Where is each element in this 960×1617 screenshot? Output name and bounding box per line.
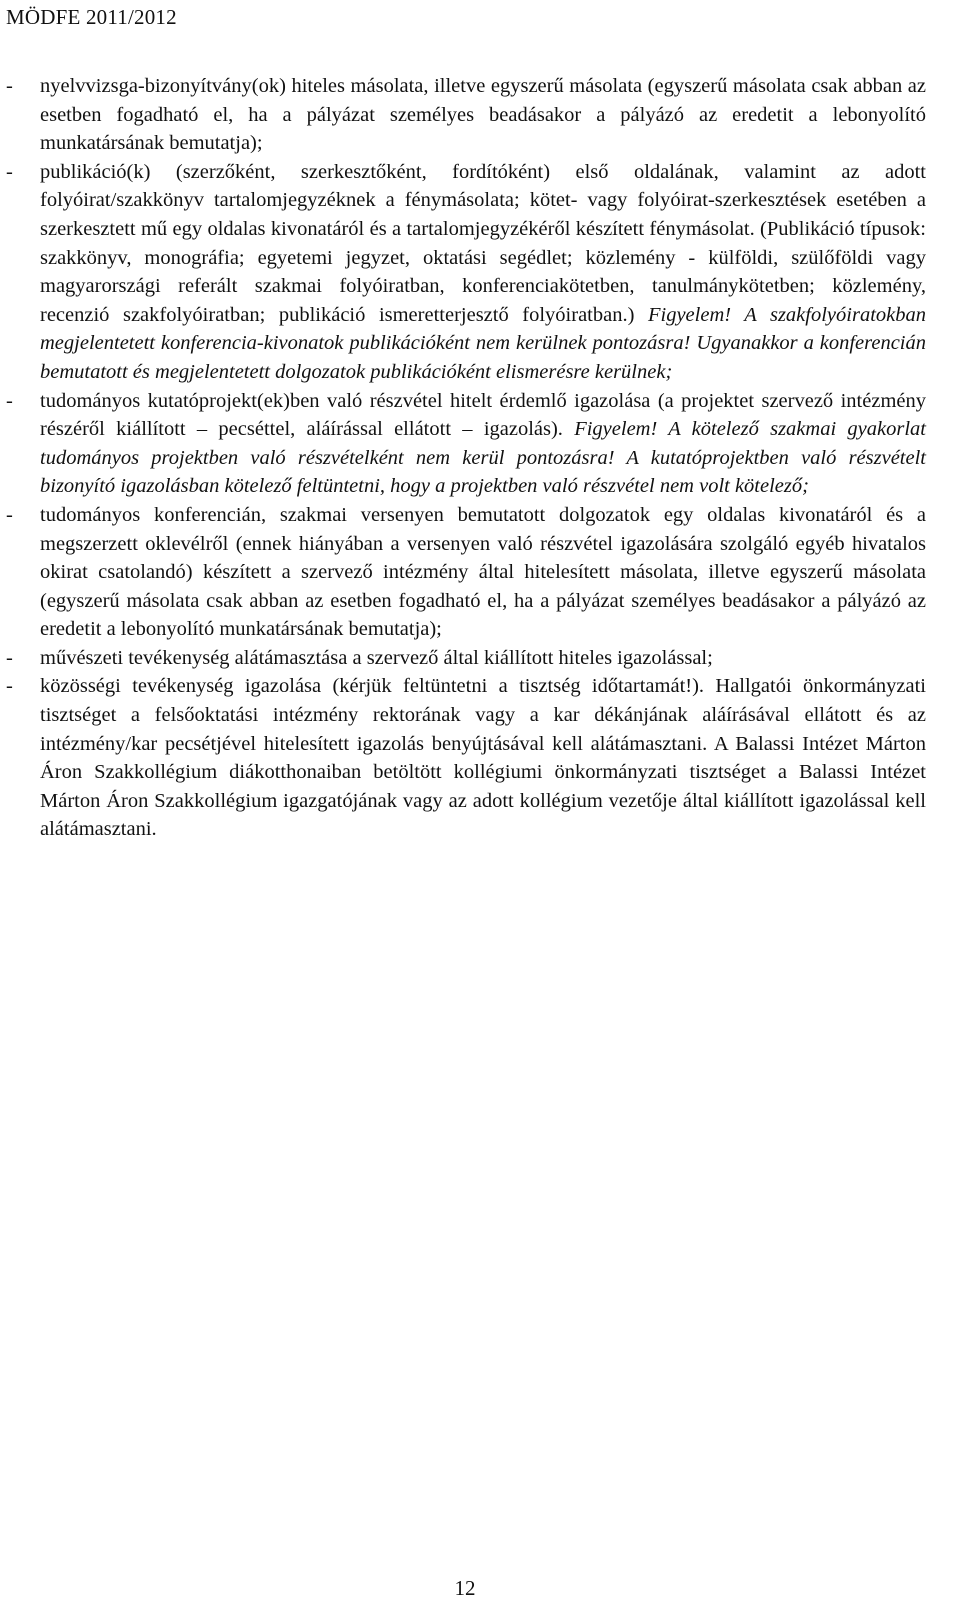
list-marker: - [6,675,13,698]
document-body [6,72,926,844]
list-item-text: művészeti tevékenység alátámasztása a szervező által kiállított hiteles igazolással; [40,646,713,669]
list-item-text: nyelvvizsga-bizonyítvány(ok) hiteles másolata, illetve egyszerű másolata (egyszerű másolata csak abban az esetben fogadható el, ha a pályázat személyes beadásakor a pályázó az eredetit a lebonyolító munkatársának bemutatja); [40,75,926,155]
list-item-text: közösségi tevékenység igazolása (kérjük feltüntetni a tisztség időtartamát!). Hallgatói önkormányzati tisztséget a felsőoktatási intézmény rektorának vagy a kar dékánjának aláírásával ellátott és az intézmény/kar pecsétjével hitelesített igazolás benyújtásával kell alátámasztani. A Balassi Intézet Márton Áron Szakkollégium diákotthonaiban betöltött kollégiumi önkormányzati tisztséget a Balassi Intézet Márton Áron Szakkollégium igazgatójának vagy az adott kollégium vezetője által kiállított igazolással kell alátámasztani. [40,675,926,841]
list-marker: - [6,75,13,97]
list-item [6,644,926,673]
list-item [6,72,926,158]
list-marker: - [6,389,13,412]
list-item-italic-note: Figyelem! A szakfolyóiratokban megjelentetett konferencia-kivonatok publikációként nem kerülnek pontozásra! Ugyanakkor a konferencián bemutatott és megjelentetett dolgozatok publikációként elismerésre kerülnek; [40,303,926,383]
list-item-text: publikáció(k) (szerzőként, szerkesztőként, fordítóként) első oldalának, valamint az adott folyóirat/szakkönyv tartalomjegyzéknek a fénymásolata; kötet- vagy folyóirat-szerkesztések esetében a szerkesztett mű egy oldalas kivonatáról és a tartalomjegyzékéről készített fénymásolat. (Publikáció típusok: szakkönyv, monográfia; egyetemi jegyzet, oktatási segédlet; közlemény - külföldi, szülőföldi vagy magyarországi referált szakmai folyóiratban, konferenciakötetben, tanulmánykötetben; közlemény, recenzió szakfolyóiratban; publikáció ismeretterjesztő folyóiratban.) [40,160,926,326]
list-item [6,158,926,387]
list-item [6,501,926,644]
list-marker: - [6,160,13,183]
list-item [6,387,926,501]
list-item-text: tudományos konferencián, szakmai versenyen bemutatott dolgozatok egy oldalas kivonatáról és a megszerzett oklevélről (ennek hiányában a versenyen való részvétel igazolására szolgáló egyéb hivatalos okirat csatolandó) készített a szervező intézmény által hitelesített másolata, illetve egyszerű másolata (egyszerű másolata csak abban az esetben fogadható el, ha a pályázat személyes beadásakor a pályázó az eredetit a lebonyolító munkatársának bemutatja); [40,503,926,641]
document-header: MÖDFE 2011/2012 [6,5,177,29]
page-number: 12 [454,1576,476,1600]
list-marker: - [6,503,13,526]
list-item-text: tudományos kutatóprojekt(ek)ben való részvétel hitelt érdemlő igazolása (a projektet szervező intézmény részéről kiállított – pecséttel, aláírással ellátott – igazolás). [40,389,926,441]
list-item-italic-note: Figyelem! A kötelező szakmai gyakorlat tudományos projektben való részvételként nem kerül pontozásra! A kutatóprojektben való részvételt bizonyító igazolásban kötelező feltüntetni, hogy a projektben való részvétel nem volt kötelező; [40,418,926,498]
list-item [6,672,926,844]
list-marker: - [6,646,13,669]
